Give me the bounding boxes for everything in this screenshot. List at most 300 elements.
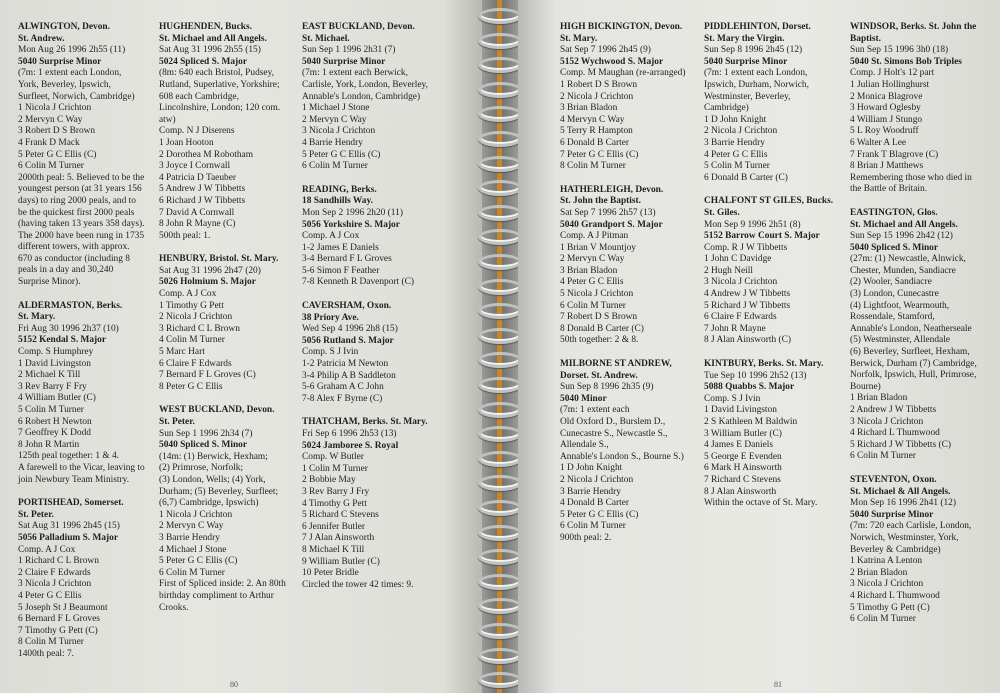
peal-line: 7 J Alan Ainsworth [302,533,375,544]
peal-line: 8 John R Martin [18,439,80,450]
peal-line: 6 Claire F Edwards [704,312,777,323]
peal-line: Mon Sep 2 1996 2h20 (11) [302,207,403,218]
peal-line: St. Giles. [704,207,740,218]
peal-line: (8m: 640 each Bristol, Pudsey, [159,68,275,79]
peal-line: 2 Andrew J W Tibbetts [850,405,937,415]
peal-line: 5040 Surprise Minor [704,56,788,67]
peal-line: 1 Julian Hollinghurst [850,79,930,90]
peal-line: Surfleet, Norwich, Cambridge) [18,91,135,102]
peal-line: 5 Peter G C Ellis (C) [159,556,238,567]
peal-line: 5 Marc Hart [159,347,205,358]
peal-line: Beverley & Cambridge) [850,544,941,555]
peal-line: KINTBURY, Berks. St. Mary. [704,359,824,370]
peal-line: 6 Claire F Edwards [159,358,232,369]
peal-line: Mon Sep 9 1996 2h51 (8) [704,219,801,230]
right-column-2 [704,22,846,522]
peal-line: Comp. S J Ivin [704,393,761,404]
peal-line: Fri Aug 30 1996 2h37 (10) [18,323,119,334]
peal-line: 2 Nicola J Crichton [560,91,634,102]
peal-line: 7 Peter G C Ellis (C) [560,149,639,160]
peal-line: 8 Donald B Carter (C) [560,323,644,334]
peal-line: 5024 Jamboree S. Royal [302,440,399,451]
peal-line: Comp. S Humphrey [18,347,94,358]
peal-line: HUGHENDEN, Bucks. [159,22,252,32]
peal-line: 10 Peter Bridle [302,568,359,579]
peal-line: 4 Timothy G Pett [302,498,367,509]
peal-line: 5-6 Graham A C John [302,382,384,393]
peal-line: Old Oxford D., Burslem D., [560,417,666,427]
peal-line: Comp. A J Cox [18,544,76,555]
peal-line: 2 Brian Bladon [850,567,908,578]
peal-line: 1 John C Davidge [704,254,772,265]
peal-line: 6 Richard J W Tibbetts [159,195,246,206]
peal-line: St. Andrew. [18,33,65,44]
peal-line: Mon Aug 26 1996 2h55 (11) [18,45,126,56]
peal-line: Sat Aug 31 1996 2h55 (15) [159,45,261,56]
peal-line: 1 David Livingston [704,405,777,416]
peal-line: Cunecastre S., Newcastle S., [560,428,668,439]
binding-ring [478,451,522,467]
peal-line: 6 Donald B Carter (C) [704,172,788,183]
peal-line: 2 Monica Blagrove [850,91,923,102]
peal-line: Annable's London, Cambridge) [302,91,421,102]
peal-line: Carlisle, York, London, Beverley, [302,79,428,90]
peal-record [159,22,301,242]
peal-line: Durham; (5) Beverley, Surfleet; [159,486,279,497]
binding-ring [478,623,522,639]
peal-line: 5 Joseph St J Beaumont [18,602,108,613]
peal-line: 2 S Kathleen M Baldwin [704,417,798,427]
peal-line: READING, Berks. [302,184,377,195]
peal-line: 900th peal: 2. [560,532,612,543]
peal-line: 7 Bernard F L Groves (C) [159,370,256,381]
peal-line: Wed Sep 4 1996 2h8 (15) [302,324,398,335]
peal-line: CAVERSHAM, Oxon. [302,301,392,312]
peal-line: Norwich, Westminster, York, [850,532,959,543]
peal-line: 5152 Barrow Court S. Major [704,231,820,242]
peal-line: 4 William J Stungo [850,114,923,125]
peal-line: 6 Colin M Turner [302,161,368,172]
peal-line: 1 Nicola J Crichton [159,509,233,520]
peal-line: 5040 Spliced S. Minor [850,242,939,253]
peal-line: Comp. M Maughan (re-arranged) [560,68,686,79]
binding-ring [478,205,522,221]
peal-line: 5026 Holmium S. Major [159,277,256,288]
peal-line: 1 Colin M Turner [302,463,368,474]
peal-line: St. Michael. [302,33,350,44]
peal-line: be the quickest first 2000 peals [18,207,135,218]
peal-line: 5 L Roy Woodruff [850,126,919,137]
peal-record [850,208,996,463]
peal-line: 7 John R Mayne [704,323,766,334]
peal-line: 1 David Livingston [18,358,91,369]
peal-line: The 2000 have been rung in 1735 [18,230,145,241]
peal-record [560,185,712,347]
peal-line: 5 Colin M Turner [18,405,84,415]
peal-line: 3 Richard C L Brown [159,323,240,334]
peal-line: 3 Joyce I Cornwall [159,161,231,172]
peal-line: HIGH BICKINGTON, Devon. [560,22,683,32]
peal-line: 3 Nicola J Crichton [850,579,924,590]
peal-line: (7m: 1 extent each London, [704,68,808,79]
peal-line: 2 Bobbie May [302,475,356,486]
peal-line: 4 Peter G C Ellis [704,149,768,160]
peal-line: 1 Katrina A Lenton [850,556,923,567]
peal-line: 5 Peter G C Ellis (C) [302,149,381,160]
peal-line: Cambridge) [704,103,749,114]
peal-line: Remembering those who died in [850,172,972,183]
peal-line: 5-6 Simon F Feather [302,265,380,276]
peal-line: 4 Patricia D Taeuber [159,172,237,183]
peal-record [159,254,301,393]
peal-line: 6 Colin M Turner [18,161,84,172]
peal-line: 18 Sandhills Way. [302,196,373,207]
peal-line: (2) Primrose, Norfolk; [159,463,244,474]
peal-line: EAST BUCKLAND, Devon. [302,22,415,32]
peal-line: 4 Richard L Thumwood [850,590,940,601]
peal-line: 7 David A Cornwall [159,207,235,218]
peal-line: WINDSOR, Berks. St. John the [850,22,977,32]
peal-line: St. Mary. [560,33,598,44]
peal-line: birthday compliment to Arthur [159,590,274,601]
peal-line: Comp. A J Pitman [560,231,629,242]
peal-line: Circled the tower 42 times: 9. [302,579,414,590]
peal-line: 8 J Alan Ainsworth (C) [704,335,791,346]
peal-record [302,417,472,591]
peal-line: (6) Beverley, Surfleet, Hexham, [850,347,970,358]
peal-line: Surprise Minor). [18,277,81,288]
peal-line: York, Beverley, Ipswich, [18,79,111,90]
peal-record [302,301,472,405]
peal-line: 6 Colin M Turner [159,567,225,578]
peal-record [704,196,846,347]
peal-line: Sun Sep 15 1996 3h0 (18) [850,45,949,56]
peal-line: 5 Richard C Stevens [302,510,379,521]
peal-line: (27m: (1) Newcastle, Alnwick, [850,254,966,265]
peal-line: 4 Michael J Stone [159,544,227,555]
peal-line: 5040 Minor [560,393,607,404]
peal-line: 125th peal together: 1 & 4. [18,451,120,462]
left-page [0,0,482,693]
peal-line: 5152 Wychwood S. Major [560,56,664,67]
peal-line: 2 Michael K Till [18,370,81,381]
left-column-1 [18,22,156,672]
peal-line: 4 Colin M Turner [159,335,225,346]
peal-line: 3 Robert D S Brown [18,126,96,137]
peal-line: 4 Richard L Thumwood [850,428,940,439]
peal-line: 2 Mervyn C Way [560,254,625,265]
peal-line: 2 Claire F Edwards [18,567,91,578]
peal-line: 4 William Butler (C) [18,393,96,404]
peal-line: St. Peter. [18,509,54,520]
peal-record [18,301,156,487]
peal-line: 8 Brian J Matthews [850,161,924,172]
peal-line: Sat Sep 7 1996 2h45 (9) [560,45,651,56]
peal-record [560,22,712,173]
peal-line: (6,7) Cambridge, Ipswich) [159,498,259,509]
binding-ring [478,402,522,418]
peal-line: 4 Donald B Carter [560,498,629,509]
peal-line: Mon Sep 16 1996 2h41 (12) [850,498,956,509]
peal-line: Baptist. [850,33,881,44]
peal-line: A farewell to the Vicar, leaving to [18,462,145,473]
peal-line: 4 Mervyn C Way [560,114,625,125]
peal-line: 5 Peter G C Ellis (C) [18,149,97,160]
peal-line: 3 Rev Barry F Fry [18,381,87,392]
peal-line: 6 Colin M Turner [560,521,626,532]
peal-line: 3-4 Philip A B Saddleton [302,370,396,381]
peal-line: St. Mary the Virgin. [704,33,785,44]
peal-line: St. Mary. [18,312,56,323]
peal-line: Sun Sep 15 1996 2h42 (12) [850,231,953,242]
peal-line: HATHERLEIGH, Devon. [560,184,664,195]
peal-line: 5 Colin M Turner [704,161,770,172]
peal-line: 4 Frank D Mack [18,137,80,148]
peal-line: 5024 Spliced S. Major [159,56,248,67]
peal-line: 6 Colin M Turner [560,300,626,311]
peal-line: Bourne) [850,381,881,392]
peal-record [850,22,996,196]
peal-line: atw) [159,114,176,125]
peal-line: 1400th peal: 7. [18,648,74,659]
peal-line: Norfolk, Ipswich, Hull, Primrose, [850,370,977,381]
peal-line: 2 Nicola J Crichton [560,474,634,485]
peal-line: 5152 Kendal S. Major [18,335,107,346]
binding-ring [478,328,522,344]
binding-ring [478,648,522,664]
peal-line: 3 Barrie Hendry [159,532,220,543]
peal-line: (5) Westminster, Allendale [850,335,950,346]
peal-line: PIDDLEHINTON, Dorset. [704,22,811,32]
peal-line: 2 Dorothea M Robotham [159,149,253,160]
peal-line: 1 Richard C L Brown [18,556,99,567]
peal-line: 2 Nicola J Crichton [704,126,778,137]
peal-line: 1 Michael J Stone [302,103,370,114]
peal-line: 6 Jennifer Butler [302,521,366,532]
peal-line: 50th together: 2 & 8. [560,335,639,346]
page-number-left: 80 [230,680,238,689]
peal-line: 3 Rev Barry J Fry [302,486,370,497]
peal-line: 1-2 James E Daniels [302,242,379,253]
peal-line: 670 as conductor (including 8 [18,253,130,264]
peal-line: 3 Howard Oglesby [850,103,921,114]
peal-line: 2 Mervyn C Way [302,114,367,125]
peal-line: 4 Peter G C Ellis [560,277,624,288]
peal-line: 5056 Yorkshire S. Major [302,219,400,230]
peal-line: 7 Frank T Blagrove (C) [850,149,939,160]
peal-line: 7 Geoffrey K Dodd [18,428,91,439]
peal-line: 500th peal: 1. [159,230,211,241]
peal-line: Rossendale, Stamford, [850,312,935,323]
right-page [518,0,1000,693]
peal-line: Tue Sep 10 1996 2h52 (13) [704,370,807,381]
peal-line: 8 Colin M Turner [560,161,626,172]
peal-line: ALDERMASTON, Berks. [18,300,123,311]
peal-line: 6 Donald B Carter [560,137,629,148]
peal-line: 5 Andrew J W Tibbetts [159,184,246,195]
peal-line: 6 Robert H Newton [18,416,92,427]
peal-line: (7m: 1 extent each [560,405,630,416]
peal-line: 8 Peter G C Ellis [159,381,223,392]
peal-line: (7m: 720 each Carlisle, London, [850,521,972,532]
peal-record [704,22,846,184]
peal-line: Comp. N J Diserens [159,126,235,137]
peal-line: 38 Priory Ave. [302,312,359,323]
peal-line: 1 Robert D S Brown [560,79,638,90]
peal-line: 608 each Cambridge, [159,91,239,102]
peal-line: Comp. J Holt's 12 part [850,68,935,79]
peal-line: Comp. R J W Tibbetts [704,242,788,253]
binding-ring [478,8,522,24]
binding-ring [478,574,522,590]
peal-line: ALWINGTON, Devon. [18,22,110,32]
peal-line: THATCHAM, Berks. St. Mary. [302,417,428,428]
left-column-2 [159,22,301,626]
left-column-3 [302,22,472,603]
peal-line: 1 D John Knight [704,114,767,125]
peal-line: 2 Mervyn C Way [18,114,83,125]
peal-line: 8 J Alan Ainsworth [704,486,777,497]
peal-line: 1 D John Knight [560,463,623,474]
peal-line: Lincolnshire, London; 120 com. [159,103,281,114]
binding-ring [478,500,522,516]
peal-line: Chester, Munden, Sandiacre [850,265,956,276]
peal-line: 5040 Grandport S. Major [560,219,663,230]
peal-line: Comp. A J Cox [159,289,217,300]
peal-line: (2) Wooler, Sandiacre [850,277,932,288]
peal-line: St. Michael and All Angels. [850,219,958,230]
peal-line: WEST BUCKLAND, Devon. [159,405,275,416]
peal-line: 1 Brian V Mountjoy [560,242,636,253]
peal-line: 5040 St. Simons Bob Triples [850,56,962,67]
peal-line: 1 Timothy G Pett [159,300,224,311]
peal-line: Sun Sep 8 1996 2h45 (12) [704,45,803,56]
peal-line: 3 Nicola J Crichton [302,126,376,137]
peal-line: the Battle of Britain. [850,184,928,195]
peal-line: Crooks. [159,602,189,613]
peal-line: 6 Colin M Turner [850,451,916,462]
peal-line: (14m: (1) Berwick, Hexham; [159,451,268,462]
peal-line: 6 Bernard F L Groves [18,614,100,625]
peal-line: 6 Mark H Ainsworth [704,463,782,474]
peal-line: Berwick, Durham (7) Cambridge, [850,358,977,369]
peal-line: 5 Nicola J Crichton [560,289,634,300]
peal-line: MILBORNE ST ANDREW, [560,359,672,370]
peal-line: days) to ring 2000 peals, and to [18,195,136,206]
peal-line: Ipswich, Durham, Norwich, [704,79,809,90]
binding-ring [478,82,522,98]
peal-line: 8 John R Mayne (C) [159,219,236,230]
peal-record [560,359,712,545]
peal-line: Sat Aug 31 1996 2h45 (15) [18,521,120,532]
peal-line: (3) London, Cunecastre [850,289,939,300]
peal-line: 3 Nicola J Crichton [704,277,778,288]
peal-line: Sat Sep 7 1996 2h57 (13) [560,207,656,218]
peal-line: Rutland, Superlative, Yorkshire; [159,79,280,90]
peal-line: 8 Colin M Turner [18,637,84,648]
peal-line: 4 Peter G C Ellis [18,590,82,601]
peal-line: CHALFONT ST GILES, Bucks. [704,196,834,207]
binding-ring [478,33,522,49]
right-column-1 [560,22,712,557]
peal-line: 5 George E Evenden [704,451,782,462]
page-number-right: 81 [774,680,782,689]
peal-line: 6 Colin M Turner [850,614,916,625]
peal-line: 7-8 Kenneth R Davenport (C) [302,277,414,288]
peal-line: 5040 Spliced S. Minor [159,440,248,451]
peal-line: (7m: 1 extent each Berwick, [302,68,408,79]
peal-line: youngest person (at 31 years 156 [18,184,142,195]
peal-line: 5056 Palladium S. Major [18,532,118,543]
binding-ring [478,131,522,147]
peal-line: HENBURY, Bristol. St. Mary. [159,254,279,265]
peal-line: Comp. A J Cox [302,231,360,242]
peal-line: PORTISHEAD, Somerset. [18,498,124,509]
binding-ring [478,156,522,172]
peal-line: peals in a day and 30,240 [18,265,114,276]
peal-line: 1 Nicola J Crichton [18,103,92,114]
peal-record [704,359,846,510]
peal-line: (having taken 13 years 358 days). [18,219,145,230]
peal-line: 8 Michael K Till [302,544,365,555]
peal-line: 3 Nicola J Crichton [850,416,924,427]
peal-line: STEVENTON, Oxon. [850,474,937,485]
peal-line: Sun Sep 1 1996 2h31 (7) [302,45,396,56]
peal-line: 3 Brian Bladon [560,265,618,276]
peal-line: 9 William Butler (C) [302,556,380,567]
peal-line: 3 William Butler (C) [704,428,782,439]
peal-line: 2 Hugh Neill [704,265,753,276]
peal-line: 7 Timothy G Pett (C) [18,625,98,636]
peal-line: 5 Timothy G Pett (C) [850,602,930,613]
peal-line: 5 Peter G C Ellis (C) [560,509,639,520]
peal-record [850,475,996,626]
peal-line: St. Michael & All Angels. [850,486,951,497]
binding-ring [478,525,522,541]
peal-line: Sun Sep 1 1996 2h34 (7) [159,428,253,439]
peal-line: Fri Sep 6 1996 2h53 (13) [302,429,397,439]
peal-line: 5088 Quabbs S. Major [704,382,795,393]
peal-line: 5 Richard J W Tibbetts (C) [850,439,951,450]
peal-line: 7-8 Alex F Byrne (C) [302,393,383,404]
peal-line: St. Peter. [159,417,195,427]
peal-line: 3 Barrie Hendry [704,137,765,148]
peal-line: Within the octave of St. Mary. [704,498,818,509]
peal-line: (4) Lightfoot, Wearmouth, [850,300,950,311]
peal-line: 5040 Surprise Minor [850,509,934,520]
right-column-3 [850,22,996,638]
peal-record [159,405,301,614]
peal-line: 1-2 Patricia M Newton [302,359,389,370]
peal-line: different towers, with approx. [18,242,130,253]
peal-line: Comp. S J Ivin [302,347,359,358]
peal-line: St. John the Baptist. [560,196,642,207]
peal-line: 2000th peal: 5. Believed to be the [18,172,145,183]
peal-line: 7 Richard C Stevens [704,474,781,485]
binding-ring [478,377,522,393]
peal-line: Annable's London, Neatherseale [850,323,972,334]
peal-record [302,22,472,173]
peal-line: Sat Aug 31 1996 2h47 (20) [159,265,261,276]
peal-line: 5040 Surprise Minor [302,56,386,67]
peal-line: 2 Nicola J Crichton [159,312,233,323]
peal-line: (3) London, Wells; (4) York, [159,474,266,485]
peal-line: Annable's London S., Bourne S.) [560,451,684,462]
peal-line: 3 Brian Bladon [560,103,618,114]
peal-line: 3 Nicola J Crichton [18,579,92,590]
peal-line: 1 Joan Hooton [159,137,214,148]
peal-line: 4 Barrie Hendry [302,137,363,148]
